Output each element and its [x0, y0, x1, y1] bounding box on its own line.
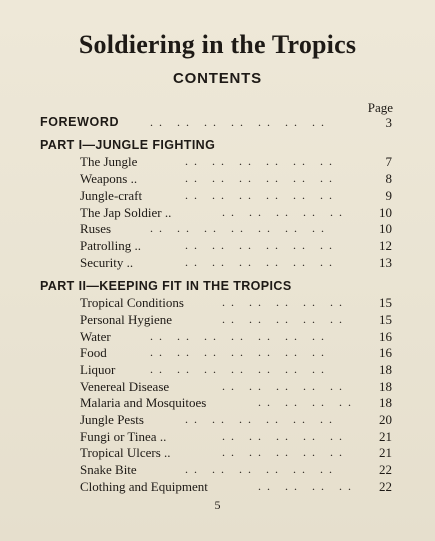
- toc-entry-page: 15: [379, 295, 392, 310]
- toc-foreword-row: [0, 115, 435, 132]
- toc-entry-page: 13: [379, 255, 392, 270]
- toc-entry-label: Personal Hygiene: [80, 312, 173, 327]
- leader-dots: .. .. .. ..: [258, 395, 357, 409]
- leader-dots: .. .. .. .. ..: [222, 205, 348, 219]
- toc-entry: [0, 362, 435, 379]
- toc-entry-page: 16: [379, 345, 392, 360]
- toc-entry-page: 16: [379, 329, 392, 344]
- part-1-heading: PART I—JUNGLE FIGHTING: [40, 138, 216, 152]
- toc-entry-page: 18: [379, 362, 392, 377]
- toc-entry-page: 18: [379, 379, 392, 394]
- leader-dots: .. .. .. .. .. .. ..: [150, 362, 330, 376]
- page-column-label: Page: [367, 100, 393, 115]
- toc-entry: [0, 295, 435, 312]
- leader-dots: .. .. .. ..: [258, 479, 357, 493]
- toc-entry: [0, 462, 435, 479]
- leader-dots: .. .. .. .. .. ..: [185, 462, 338, 476]
- toc-entry-page: 18: [379, 395, 392, 410]
- toc-entry-page: 10: [379, 221, 392, 236]
- toc-entry-label: Fungi or Tinea ..: [80, 429, 167, 444]
- toc-entry-label: Jungle-craft: [80, 188, 143, 203]
- toc-entry: [0, 205, 435, 222]
- toc-entry-page: 8: [385, 171, 392, 186]
- toc-foreword-label: FOREWORD: [40, 115, 120, 129]
- toc-entry: [0, 429, 435, 446]
- toc-entry-page: 21: [379, 445, 392, 460]
- contents-heading: CONTENTS: [173, 70, 262, 87]
- leader-dots: .. .. .. .. .. .. ..: [150, 345, 330, 359]
- toc-entry-label: Food: [80, 345, 107, 360]
- toc-entry-page: 22: [379, 462, 392, 477]
- toc-foreword-page: 3: [385, 115, 392, 130]
- leader-dots: .. .. .. .. ..: [222, 429, 348, 443]
- page-title: Soldiering in the Tropics: [78, 30, 357, 59]
- leader-dots: .. .. .. .. .. ..: [185, 255, 338, 269]
- toc-entry-label: Tropical Conditions: [80, 295, 184, 310]
- toc-entry-page: 22: [379, 479, 392, 494]
- toc-entry: [0, 221, 435, 238]
- toc-entry-label: Liquor: [80, 362, 116, 377]
- toc-entry-label: Venereal Disease: [80, 379, 170, 394]
- toc-entry: [0, 445, 435, 462]
- leader-dots: .. .. .. .. ..: [222, 295, 348, 309]
- toc-entry-label: Snake Bite: [80, 462, 137, 477]
- leader-dots: .. .. .. .. .. .. ..: [150, 115, 330, 129]
- toc-entry: [0, 329, 435, 346]
- toc-entry: [0, 188, 435, 205]
- toc-entry: [0, 345, 435, 362]
- page-number: 5: [214, 498, 221, 512]
- toc-entry: [0, 238, 435, 255]
- leader-dots: .. .. .. .. .. .. ..: [150, 329, 330, 343]
- toc-entry: [0, 395, 435, 412]
- toc-entry: [0, 379, 435, 396]
- toc-entry-page: 21: [379, 429, 392, 444]
- toc-entry-page: 15: [379, 312, 392, 327]
- toc-entry-page: 12: [379, 238, 392, 253]
- toc-entry-label: Water: [80, 329, 111, 344]
- toc-entry: [0, 154, 435, 171]
- toc-entry-label: Security ..: [80, 255, 134, 270]
- toc-entry-page: 9: [385, 188, 392, 203]
- leader-dots: .. .. .. .. .. ..: [185, 188, 338, 202]
- leader-dots: .. .. .. .. .. ..: [185, 154, 338, 168]
- leader-dots: .. .. .. .. ..: [222, 312, 348, 326]
- toc-entry-label: Weapons ..: [80, 171, 138, 186]
- part-2-heading: PART II—KEEPING FIT IN THE TROPICS: [40, 279, 292, 293]
- toc-entry: [0, 312, 435, 329]
- toc-entry: [0, 255, 435, 272]
- toc-entry-label: Jungle Pests: [80, 412, 144, 427]
- toc-entry-label: Malaria and Mosquitoes: [80, 395, 207, 410]
- toc-entry: [0, 412, 435, 429]
- leader-dots: .. .. .. .. .. .. ..: [150, 221, 330, 235]
- toc-entry-page: 20: [379, 412, 392, 427]
- leader-dots: .. .. .. .. ..: [222, 379, 348, 393]
- toc-entry-label: Ruses: [80, 221, 112, 236]
- leader-dots: .. .. .. .. .. ..: [185, 412, 338, 426]
- leader-dots: .. .. .. .. .. ..: [185, 238, 338, 252]
- toc-entry-label: Tropical Ulcers ..: [80, 445, 171, 460]
- toc-entry-page: 10: [379, 205, 392, 220]
- toc-entry-label: The Jungle: [80, 154, 138, 169]
- leader-dots: .. .. .. .. .. ..: [185, 171, 338, 185]
- toc-entry: [0, 171, 435, 188]
- toc-entry: [0, 479, 435, 496]
- toc-entry-page: 7: [385, 154, 392, 169]
- toc-entry-label: The Jap Soldier ..: [80, 205, 172, 220]
- toc-entry-label: Clothing and Equipment: [80, 479, 208, 494]
- leader-dots: .. .. .. .. ..: [222, 445, 348, 459]
- toc-entry-label: Patrolling ..: [80, 238, 142, 253]
